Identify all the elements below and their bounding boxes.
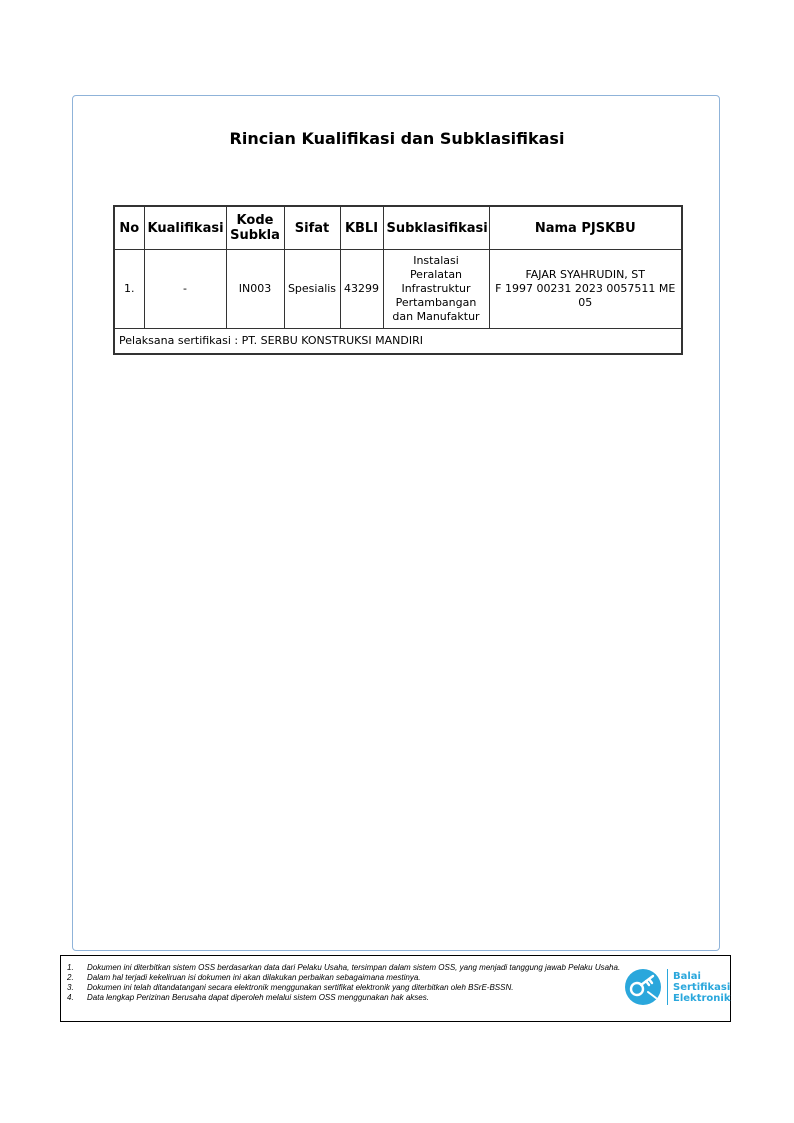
bsre-seal-icon <box>624 968 662 1006</box>
footer-note: 4. Data lengkap Perizinan Berusaha dapat diperoleh melalui sistem OSS menggunakan hak akses. <box>67 993 429 1002</box>
cell-kbli: 43299 <box>340 250 383 329</box>
bsre-logo-text: Balai Sertifikasi Elektronik <box>673 970 731 1004</box>
col-header-kualifikasi: Kualifikasi <box>144 206 226 250</box>
table-row <box>114 250 682 329</box>
qualification-table <box>113 205 683 355</box>
bsre-logo <box>624 968 730 1006</box>
col-header-sifat: Sifat <box>284 206 340 250</box>
table-header-row <box>114 206 682 250</box>
cell-nama-pjskbu <box>489 250 682 329</box>
col-header-kode-subkla: Kode Subkla <box>226 206 284 250</box>
page-title: Rincian Kualifikasi dan Subklasifikasi <box>229 129 565 148</box>
footer-note: 1. Dokumen ini diterbitkan sistem OSS berdasarkan data dari Pelaku Usaha, tersimpan dalam sistem OSS, yang menjadi tanggung jawab Pelaku Usaha. <box>67 963 621 972</box>
footer-note: 3. Dokumen ini telah ditandatangani secara elektronik menggunakan sertifikat elektronik yang diterbitkan oleh BSrE-BSSN. <box>67 983 514 992</box>
pjskbu-id: F 1997 00231 2023 0057511 ME 05 <box>495 282 676 309</box>
footer-box <box>60 955 731 1022</box>
pelaksana-sertifikasi: Pelaksana sertifikasi : PT. SERBU KONSTRUKSI MANDIRI <box>114 329 682 355</box>
col-header-kbli: KBLI <box>340 206 383 250</box>
cell-subklasifikasi: Instalasi Peralatan Infrastruktur Pertambangan dan Manufaktur <box>383 250 489 329</box>
col-header-subklasifikasi: Subklasifikasi <box>383 206 489 250</box>
pelaksana-row <box>114 329 682 355</box>
pjskbu-name: FAJAR SYAHRUDIN, ST <box>525 268 646 281</box>
cell-no: 1. <box>114 250 144 329</box>
cell-kode-subkla: IN003 <box>226 250 284 329</box>
col-header-no: No <box>114 206 144 250</box>
logo-divider <box>667 969 668 1005</box>
cell-sifat: Spesialis <box>284 250 340 329</box>
footer-notes <box>67 963 623 1003</box>
footer-note: 2. Dalam hal terjadi kekeliruan isi dokumen ini akan dilakukan perbaikan sebagaimana mestinya. <box>67 973 421 982</box>
cell-kualifikasi: - <box>144 250 226 329</box>
col-header-nama-pjskbu: Nama PJSKBU <box>489 206 682 250</box>
